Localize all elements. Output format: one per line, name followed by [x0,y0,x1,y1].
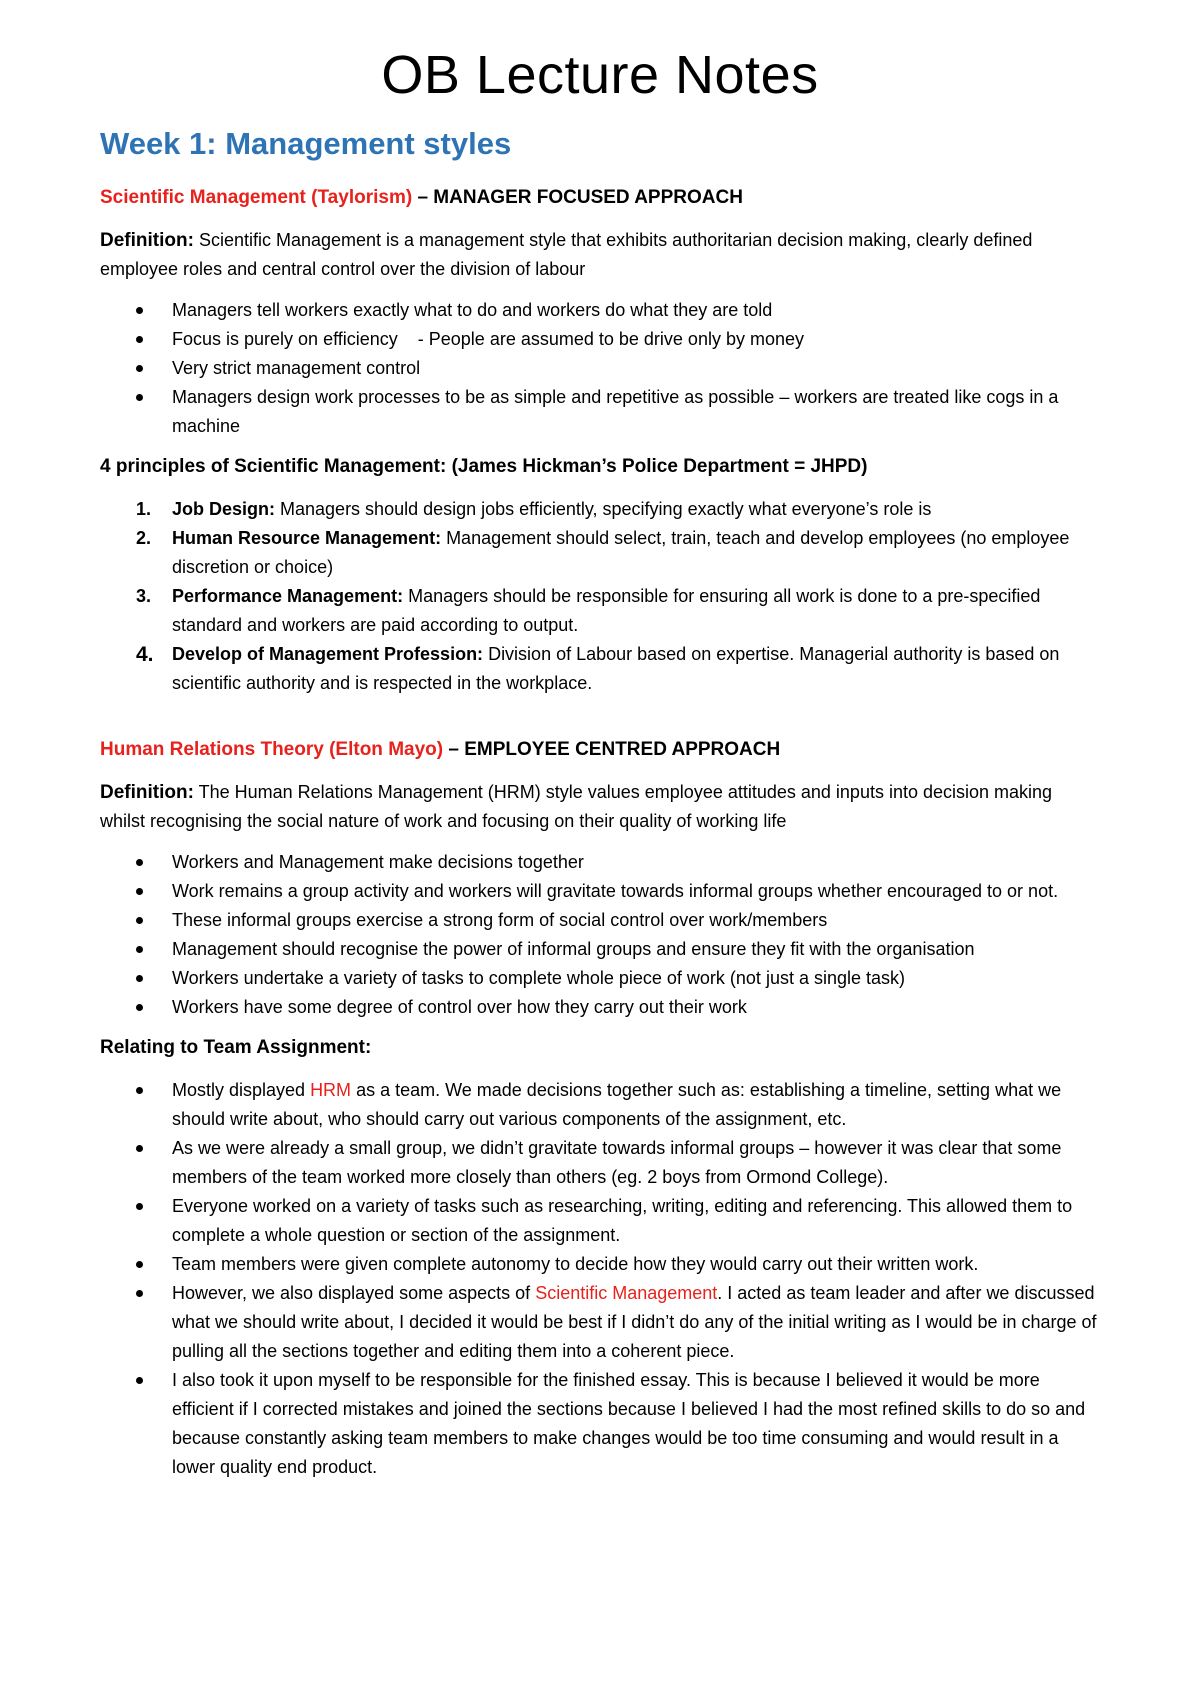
list-item-text: as a team. We made decisions together such as: establishing a timeline, setting what we should write about, who should carry out various components of the assignment, etc. [172,1080,1062,1129]
list-item-text: Mostly displayed [172,1080,311,1100]
list-item [172,877,1100,906]
bullet-icon [136,307,143,314]
bullet-icon [136,859,143,866]
principle-label: Performance Management: [172,586,404,606]
team-assignment-bullet-list [100,1076,1100,1482]
bullet-icon [136,1004,143,1011]
list-item [172,906,1100,935]
scientific-bullet-list [100,296,1100,441]
team-assignment-heading: Relating to Team Assignment: [100,1037,372,1058]
list-item-text: Everyone worked on a variety of tasks such as researching, writing, editing and referencing. This allowed them to complete a whole question or section of the assignment. [172,1196,1073,1245]
scientific-management-heading [100,184,1100,212]
principle-label: Develop of Management Profession: [172,644,484,664]
list-item-text: Management should recognise the power of informal groups and ensure they fit with the organisation [172,939,975,959]
bullet-icon [136,365,143,372]
definition-label: Definition: [100,782,194,803]
list-item [172,1366,1100,1482]
list-item-text: I also took it upon myself to be responsible for the finished essay. This is because I believed it would be more efficient if I corrected mistakes and joined the sections because I believed I had the most refined skills to do so and because constantly asking team members to make changes would be too time consuming and would result in a lower quality end product. [172,1370,1086,1477]
list-number: 3. [136,586,152,606]
list-item-text: These informal groups exercise a strong form of social control over work/members [172,910,828,930]
principle-text: Management should select, train, teach and develop employees (no employee discretion or choice) [172,528,1070,577]
list-item-text: Work remains a group activity and workers will gravitate towards informal groups whether encouraged to or not. [172,881,1059,901]
principles-list [100,495,1100,698]
human-relations-approach: – EMPLOYEE CENTRED APPROACH [443,739,781,760]
list-item-text: Workers and Management make decisions together [172,852,584,872]
list-item-text: Workers undertake a variety of tasks to complete whole piece of work (not just a single task) [172,968,905,988]
list-item [172,383,1100,441]
highlight-term: HRM [310,1080,352,1100]
bullet-icon [136,1145,143,1152]
human-relations-bullet-list [100,848,1100,1022]
list-item [172,325,1100,354]
list-item [136,495,1100,524]
bullet-icon [136,946,143,953]
principle-text: Division of Labour based on expertise. Managerial authority is based on scientific authority and is respected in the workplace. [172,644,1060,693]
list-item-text: As we were already a small group, we didn’t gravitate towards informal groups – however it was clear that some members of the team worked more closely than others (eg. 2 boys from Ormond College). [172,1138,1062,1187]
list-item-text: Managers design work processes to be as simple and repetitive as possible – workers are treated like cogs in a machine [172,387,1059,436]
bullet-icon [136,1290,143,1297]
definition-text: Scientific Management is a management style that exhibits authoritarian decision making, clearly defined employee roles and central control over the division of labour [100,230,1033,279]
list-item-text: Focus is purely on efficiency - People are assumed to be drive only by money [172,329,804,349]
list-number: 4. [136,643,154,666]
list-item-text: Very strict management control [172,358,421,378]
list-item [172,993,1100,1022]
definition-label: Definition: [100,230,194,251]
bullet-icon [136,1377,143,1384]
human-relations-heading [100,736,1100,764]
list-item [172,1192,1100,1250]
principles-heading: 4 principles of Scientific Management: (James Hickman’s Police Department = JHPD) [100,456,868,477]
bullet-icon [136,975,143,982]
list-item [136,640,1100,698]
principle-label: Job Design: [172,499,276,519]
list-item [172,1279,1100,1366]
principle-text: Managers should design jobs efficiently, specifying exactly what everyone’s role is [275,499,932,519]
bullet-icon [136,394,143,401]
list-item [172,1076,1100,1134]
bullet-icon [136,888,143,895]
scientific-management-approach: – MANAGER FOCUSED APPROACH [412,187,743,208]
bullet-icon [136,336,143,343]
document-title: OB Lecture Notes [381,45,819,105]
bullet-icon [136,917,143,924]
highlight-term: Scientific Management [535,1283,718,1303]
list-item [136,582,1100,640]
list-item [172,354,1100,383]
list-item-text: However, we also displayed some aspects of [172,1283,536,1303]
list-item [172,296,1100,325]
bullet-icon [136,1261,143,1268]
list-item [172,1134,1100,1192]
scientific-management-name: Scientific Management (Taylorism) [100,187,413,208]
list-item [172,848,1100,877]
scientific-definition [100,226,1100,284]
list-number: 1. [136,499,152,519]
list-item-text: . I acted as team leader and after we discussed what we should write about, I decided it would be best if I didn’t do any of the initial writing as I would be in charge of pulling all the sections together and editing them into a coherent piece. [172,1283,1097,1361]
list-item [136,524,1100,582]
bullet-icon [136,1203,143,1210]
human-relations-name: Human Relations Theory (Elton Mayo) [100,739,444,760]
list-number: 2. [136,528,152,548]
principle-label: Human Resource Management: [172,528,442,548]
human-relations-definition [100,778,1100,836]
list-item-text: Workers have some degree of control over how they carry out their work [172,997,747,1017]
principle-text: Managers should be responsible for ensuring all work is done to a pre-specified standard and workers are paid according to output. [172,586,1041,635]
list-item-text: Team members were given complete autonomy to decide how they would carry out their written work. [172,1254,979,1274]
week-heading: Week 1: Management styles [100,126,512,161]
list-item [172,964,1100,993]
list-item-text: Managers tell workers exactly what to do and workers do what they are told [172,300,773,320]
section-spacer [100,710,1100,736]
bullet-icon [136,1087,143,1094]
list-item [172,935,1100,964]
list-item [172,1250,1100,1279]
definition-text: The Human Relations Management (HRM) style values employee attitudes and inputs into decision making whilst recognising the social nature of work and focusing on their quality of working life [100,782,1053,831]
